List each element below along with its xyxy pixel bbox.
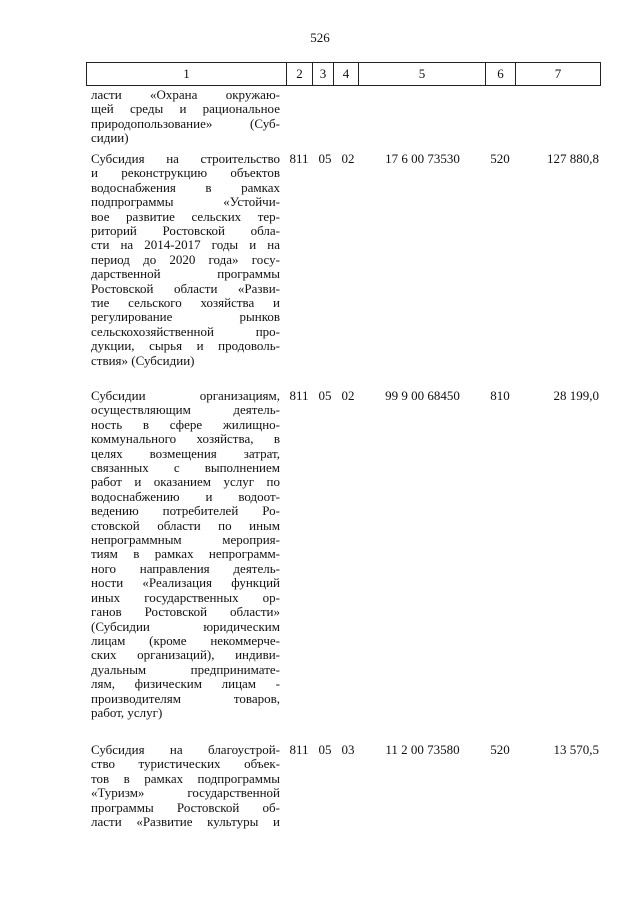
description-line: программы Ростовской об- bbox=[91, 799, 280, 815]
header-col-3: 3 bbox=[312, 62, 333, 86]
description-line: ство туристических объек- bbox=[91, 756, 280, 772]
description-line: ских организаций), индиви- bbox=[91, 647, 280, 663]
header-col-2: 2 bbox=[286, 62, 312, 86]
description-line: водоснабжения в рамках bbox=[91, 179, 280, 195]
description-line: дарственной программы bbox=[91, 266, 280, 282]
description-line: ности «Реализация функций bbox=[91, 575, 280, 591]
cell-department-code: 811 bbox=[289, 388, 309, 403]
description-line: тов в рамках подпрограммы bbox=[91, 770, 280, 786]
description-line: непрограммным мероприя- bbox=[91, 532, 280, 548]
description-line: Ростовской области «Разви- bbox=[91, 280, 280, 296]
page-number: 526 bbox=[310, 30, 330, 45]
description-line: иных государственных ор- bbox=[91, 589, 280, 605]
description-line: производителям товаров, bbox=[91, 690, 280, 706]
cell-department-code: 811 bbox=[289, 151, 309, 166]
table-header-row bbox=[86, 62, 601, 86]
description-line: ность в сфере жилищно- bbox=[91, 416, 280, 432]
cell-section-code: 05 bbox=[318, 742, 332, 757]
cell-subsection-code: 02 bbox=[341, 151, 355, 166]
description-line: коммунального хозяйства, в bbox=[91, 431, 280, 447]
description-line: работ, услуг) bbox=[91, 704, 163, 720]
description-line: лицам (кроме некоммерче- bbox=[91, 632, 280, 648]
cell-department-code: 811 bbox=[289, 742, 309, 757]
description-line: щей среды и рациональное bbox=[91, 101, 280, 117]
description-line: подпрограммы «Устойчи- bbox=[91, 194, 280, 210]
cell-target-item-code: 99 9 00 68450 bbox=[385, 388, 460, 403]
description-line: осуществляющим деятель- bbox=[91, 402, 280, 418]
cell-section-code: 05 bbox=[318, 388, 332, 403]
description-line: ствия» (Субсидии) bbox=[91, 352, 195, 368]
row-description bbox=[91, 152, 280, 368]
cell-expense-type-code: 520 bbox=[490, 742, 510, 757]
description-line: Субсидия на благоустрой- bbox=[91, 742, 280, 757]
description-line: регулирование рынков bbox=[91, 309, 280, 325]
description-line: Субсидии организациям, bbox=[91, 388, 280, 403]
row-description bbox=[91, 88, 280, 146]
description-line: водоснабжению и водоот- bbox=[91, 488, 280, 504]
header-col-1: 1 bbox=[86, 62, 286, 86]
description-line: ведению потребителей Ро- bbox=[91, 503, 280, 519]
description-line: целях возмещения затрат, bbox=[91, 445, 280, 461]
header-col-6: 6 bbox=[485, 62, 515, 86]
description-line: дукции, сырья и продоволь- bbox=[91, 338, 280, 354]
cell-amount: 127 880,8 bbox=[547, 151, 599, 166]
description-line: (Субсидии юридическим bbox=[91, 618, 280, 634]
description-line: вое развитие сельских тер- bbox=[91, 208, 280, 224]
header-col-4: 4 bbox=[333, 62, 358, 86]
description-line: Субсидия на строительство bbox=[91, 151, 280, 166]
cell-amount: 28 199,0 bbox=[553, 388, 599, 403]
cell-subsection-code: 03 bbox=[341, 742, 355, 757]
description-line: работ и оказанием услуг по bbox=[91, 474, 280, 490]
description-line: сидии) bbox=[91, 130, 129, 146]
description-line: и реконструкцию объектов bbox=[91, 165, 280, 181]
description-line: лям, физическим лицам - bbox=[91, 676, 280, 692]
row-description bbox=[91, 389, 280, 720]
cell-amount: 13 570,5 bbox=[553, 742, 599, 757]
cell-target-item-code: 17 6 00 73530 bbox=[385, 151, 460, 166]
description-line: природопользование» (Суб- bbox=[91, 115, 280, 131]
cell-expense-type-code: 520 bbox=[490, 151, 510, 166]
description-line: риторий Ростовской обла- bbox=[91, 223, 280, 239]
description-line: «Туризм» государственной bbox=[91, 785, 280, 801]
description-line: тиям в рамках непрограмм- bbox=[91, 546, 280, 562]
description-line: ласти «Охрана окружаю- bbox=[91, 87, 280, 102]
row-description bbox=[91, 743, 280, 829]
description-line: дуальным предпринимате- bbox=[91, 661, 280, 677]
description-line: стовской области по иным bbox=[91, 517, 280, 533]
description-line: сельскохозяйственной про- bbox=[91, 323, 280, 339]
header-col-7: 7 bbox=[515, 62, 601, 86]
description-line: сти на 2014-2017 годы и на bbox=[91, 237, 280, 253]
cell-subsection-code: 02 bbox=[341, 388, 355, 403]
description-line: ласти «Развитие культуры и bbox=[91, 814, 280, 830]
cell-section-code: 05 bbox=[318, 151, 332, 166]
cell-target-item-code: 11 2 00 73580 bbox=[385, 742, 460, 757]
header-col-5: 5 bbox=[358, 62, 485, 86]
cell-expense-type-code: 810 bbox=[490, 388, 510, 403]
description-line: тие сельского хозяйства и bbox=[91, 295, 280, 311]
description-line: ганов Ростовской области» bbox=[91, 604, 280, 620]
description-line: ного направления деятель- bbox=[91, 560, 280, 576]
description-line: период до 2020 года» госу- bbox=[91, 251, 280, 267]
description-line: связанных с выполнением bbox=[91, 460, 280, 476]
